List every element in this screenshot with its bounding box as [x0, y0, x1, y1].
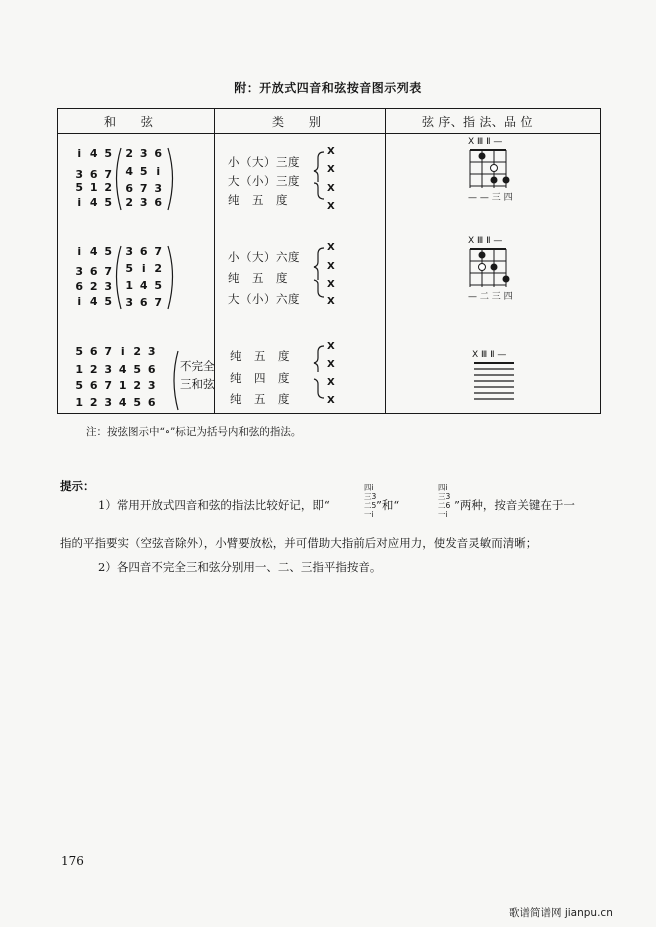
tips-line1-a: 1）常用开放式四音和弦的指法比较好记，即“	[98, 498, 330, 512]
chord-line: 6 7 3	[125, 182, 163, 195]
tips-line1-b: ”和“	[376, 498, 400, 512]
chord-line: 3 6 7	[125, 245, 163, 258]
page-title: 附：开放式四音和弦按音图示列表	[234, 81, 422, 95]
category-label: 大（小）六度	[228, 292, 300, 306]
chord-line: 2 3 6	[125, 196, 163, 209]
tips-line2: 指的平指要实（空弦音除外），小臂要放松，并可借助大指前后对应用力，使发音灵敏而清晰；	[60, 536, 538, 550]
x-mark: X	[327, 201, 335, 212]
diagram-string-labels: X Ⅲ Ⅱ —	[472, 350, 507, 360]
page-number: 176	[61, 854, 84, 868]
category-label: 大（小）三度	[228, 174, 300, 188]
diagram-finger-labels: — 二 三 四	[468, 292, 513, 302]
column-header-category: 类 别	[272, 115, 322, 129]
chord-line: 5 6 7 1 2 3	[75, 379, 156, 392]
fingering-diagram-3	[470, 360, 530, 410]
x-mark: X	[327, 296, 335, 307]
chord-line: 2 3 6	[125, 147, 163, 160]
column-header-fingering: 弦 序、指 法、品 位	[422, 115, 533, 129]
chord-line: 6 2 3	[75, 280, 113, 293]
category-label: 纯 五 度	[228, 193, 288, 207]
category-label: 纯 五 度	[228, 271, 288, 285]
chord-line: i 4 5	[77, 147, 113, 160]
chord-line: 5 i 2	[125, 262, 163, 275]
category-label: 纯 五 度	[230, 392, 290, 406]
table-note: 注：按弦图示中“∘”标记为括号内和弦的指法。	[86, 426, 302, 438]
tips-heading: 提示：	[60, 479, 95, 493]
x-mark: X	[327, 242, 335, 253]
chord-line: 5 1 2	[75, 181, 113, 194]
diagram-string-labels: X Ⅲ Ⅱ —	[468, 236, 503, 246]
chord-line: 5 6 7 i 2 3	[75, 345, 156, 358]
x-mark: X	[327, 146, 335, 157]
x-mark: X	[327, 377, 335, 388]
category-label: 小（大）六度	[228, 250, 300, 264]
x-mark: X	[327, 183, 335, 194]
incomplete-triad-label: 三和弦	[180, 377, 215, 391]
chord-line: 3 6 7	[75, 168, 113, 181]
chord-line: 3 6 7	[125, 296, 163, 309]
x-mark: X	[327, 395, 335, 406]
tips-line1-c: ”两种，按音关键在于一	[454, 498, 575, 512]
x-mark: X	[327, 359, 335, 370]
chord-line: 3 6 7	[75, 265, 113, 278]
chord-line: 1 2 3 4 5 6	[75, 396, 156, 409]
category-label: 纯 四 度	[230, 371, 290, 385]
watermark: 歌谱简谱网 jianpu.cn	[509, 907, 613, 919]
fingering-formula-1: 四i 三3 二5 一i	[364, 483, 377, 519]
chord-line: i 4 5	[77, 196, 113, 209]
category-label: 纯 五 度	[230, 349, 290, 363]
column-header-chord: 和 弦	[104, 115, 154, 129]
chord-line: i 4 5	[77, 245, 113, 258]
chord-line: i 4 5	[77, 295, 113, 308]
x-mark: X	[327, 341, 335, 352]
chord-line: 1 2 3 4 5 6	[75, 363, 156, 376]
incomplete-triad-label: 不完全	[180, 359, 215, 373]
tips-line3: 2）各四音不完全三和弦分别用一、二、三指平指按音。	[98, 560, 382, 574]
chord-line: 4 5 i	[125, 165, 161, 178]
chord-line: 1 4 5	[125, 279, 163, 292]
category-label: 小（大）三度	[228, 155, 300, 169]
x-mark: X	[327, 164, 335, 175]
x-mark: X	[327, 261, 335, 272]
x-mark: X	[327, 279, 335, 290]
diagram-finger-labels: — — 三 四	[468, 193, 513, 203]
diagram-string-labels: X Ⅲ Ⅱ —	[468, 137, 503, 147]
fingering-formula-2: 四i 三3 二6 一i	[438, 483, 451, 519]
